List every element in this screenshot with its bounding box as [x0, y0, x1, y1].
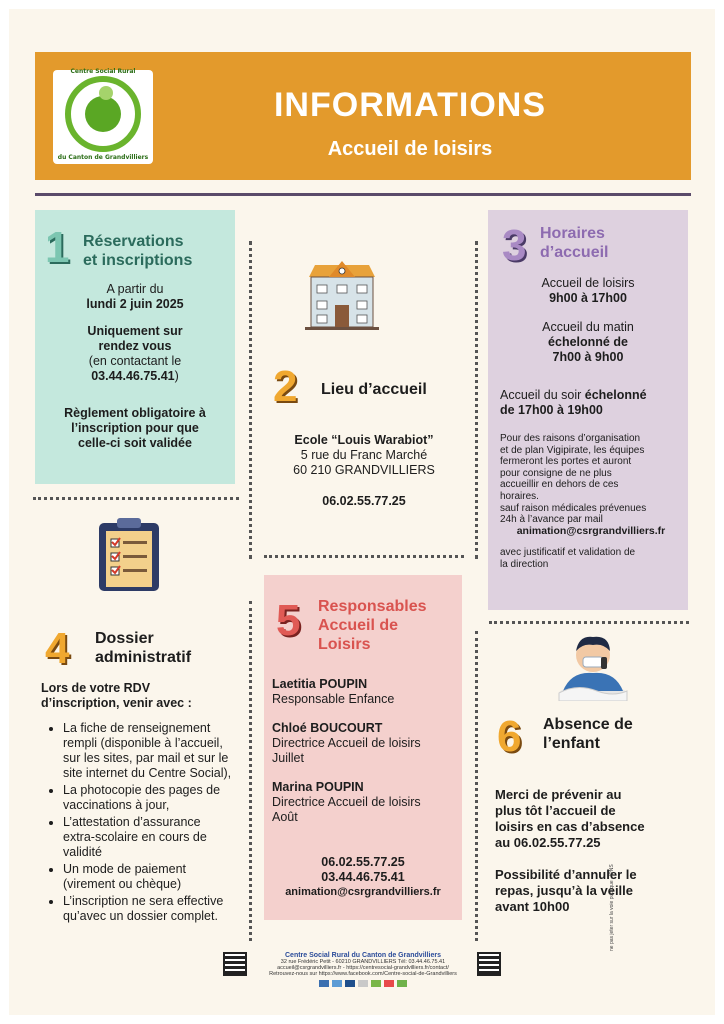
section-title-reservations-line1: Réservations — [83, 233, 184, 250]
hours-note-line3: fermeront les portes et auront — [500, 456, 632, 468]
section-title-reservations-line2: et inscriptions — [83, 252, 193, 269]
hours-note-line4: pour consigne de ne plus — [500, 467, 612, 479]
divider-horizontal-middle — [264, 555, 464, 558]
logo-text-bottom: du Canton de Grandvilliers — [57, 154, 149, 161]
section-number-5: 5 — [276, 596, 301, 645]
header-divider — [35, 193, 691, 196]
page-subtitle: Accueil de loisirs — [327, 138, 493, 160]
absence-message-line3: loisirs en cas d’absence — [495, 819, 645, 834]
absence-meal-line3: avant 10h00 — [495, 899, 570, 914]
qr-code-right-icon[interactable] — [477, 952, 501, 976]
hours-note-line8: 24h à l’avance par mail — [500, 514, 603, 526]
hours-leisure-label: Accueil de loisirs — [541, 276, 635, 290]
hours-evening-staggered: échelonné — [584, 388, 647, 402]
section-title-managers-line3: Loisirs — [318, 636, 371, 653]
hours-evening-time: de 17h00 à 19h00 — [500, 403, 603, 417]
reservation-date: lundi 2 juin 2025 — [86, 297, 184, 311]
section-title-managers-line1: Responsables — [318, 598, 427, 615]
section-number-1: 1 — [45, 223, 70, 272]
poster — [9, 9, 715, 1015]
logo-emblem-icon — [65, 76, 141, 152]
divider-horizontal-right — [489, 621, 689, 624]
managers-phone-2: 03.44.46.75.41 — [321, 870, 405, 884]
logo-text-top: Centre Social Rural — [70, 68, 136, 75]
manager-2-name: Chloé BOUCOURT — [272, 721, 383, 735]
managers-email: animation@csrgrandvilliers.fr — [285, 886, 441, 898]
payment-rule-line2: l’inscription pour que — [71, 421, 199, 435]
qr-code-left-icon[interactable] — [223, 952, 247, 976]
section-number-3: 3 — [502, 221, 527, 270]
logo — [53, 70, 153, 164]
partner-logo-icon — [345, 980, 355, 987]
footer-title: Centre Social Rural du Canton de Grandvilliers — [285, 952, 441, 959]
partner-logo-icon — [371, 980, 381, 987]
list-item: • Un mode de paiement (virement ou chèque) — [63, 862, 233, 892]
section-number-6: 6 — [497, 712, 522, 761]
page-title: INFORMATIONS — [273, 86, 546, 124]
partner-logo-icon — [332, 980, 342, 987]
absence-message-line4: au 06.02.55.77.25 — [495, 835, 601, 850]
appointment-only-line2: rendez vous — [98, 339, 172, 353]
manager-2-period: Juillet — [272, 751, 304, 765]
section-title-absence-line2: l’enfant — [543, 735, 600, 752]
hours-evening-label: Accueil du soir — [500, 388, 585, 402]
section-hours — [488, 210, 688, 610]
footer-facebook[interactable]: Retrouvez-nous sur https://www.facebook.com/Centre-social-de-Grandvilliers — [269, 971, 457, 977]
footer-address: 32 rue Frédéric Petit - 60210 GRANDVILLIERS Tél: 03.44.46.75.41 — [280, 959, 446, 965]
hours-morning-time: 7h00 à 9h00 — [552, 350, 624, 364]
list-item: • La fiche de renseignement rempli (disponible à l’accueil, sur les sites, par mail et sur le site internet du Centre Social), — [63, 721, 233, 781]
header-banner — [35, 52, 691, 180]
section-title-managers-line2: Accueil de — [318, 617, 399, 634]
hours-note-line10: la direction — [500, 558, 549, 570]
partner-logo-icon — [384, 980, 394, 987]
hours-morning-label: Accueil du matin — [542, 320, 634, 334]
list-item: • L’attestation d’assurance extra-scolaire en cours de validité — [63, 815, 233, 860]
appointment-only-line1: Uniquement sur — [87, 324, 183, 338]
payment-rule-line3: celle-ci soit validée — [78, 436, 192, 450]
partner-logo-icon — [397, 980, 407, 987]
list-item: • L’inscription ne sera effective qu’avec un dossier complet. — [63, 894, 233, 924]
manager-1-role: Responsable Enfance — [272, 692, 395, 706]
partner-logo-icon — [358, 980, 368, 987]
section-title-hours-line2: d’accueil — [540, 244, 609, 261]
absence-meal-line1: Possibilité d’annuler le — [495, 867, 637, 882]
school-building-icon — [301, 257, 383, 331]
sick-child-icon — [557, 631, 629, 701]
section-number-4: 4 — [45, 624, 70, 673]
section-managers — [264, 575, 462, 920]
section-title-absence-line1: Absence de — [543, 716, 633, 733]
hours-note-line9: avec justificatif et validation de — [500, 547, 636, 559]
file-intro-line2: d’inscription, venir avec : — [41, 696, 192, 710]
manager-1-name: Laetitia POUPIN — [272, 677, 368, 691]
clipboard-checklist-icon — [97, 517, 161, 593]
manager-2-role: Directrice Accueil de loisirs — [272, 736, 421, 750]
divider-vertical-right-lower — [475, 631, 478, 941]
section-title-hours-line1: Horaires — [540, 225, 605, 242]
file-intro-line1: Lors de votre RDV — [41, 681, 151, 695]
managers-phone-1: 06.02.55.77.25 — [321, 855, 405, 869]
divider-horizontal-left — [33, 497, 239, 500]
contact-paren: ) — [174, 369, 179, 383]
hours-note-line5: accueillir en dehors de ces — [500, 479, 619, 491]
section-title-file-line2: administratif — [95, 649, 192, 666]
section-title-file-line1: Dossier — [95, 630, 154, 647]
school-name: Ecole “Louis Warabiot” — [294, 433, 434, 447]
absence-message-line2: plus tôt l’accueil de — [495, 803, 616, 818]
absence-meal-line2: repas, jusqu’à la veille — [495, 883, 634, 898]
school-street: 5 rue du Franc Marché — [300, 448, 428, 462]
hours-note-email: animation@csrgrandvilliers.fr — [516, 524, 666, 537]
payment-rule-line1: Règlement obligatoire à — [64, 406, 206, 420]
hours-note-line7: sauf raison médicales prévenues — [500, 502, 647, 514]
list-item: • La photocopie des pages de vaccinations à jour, — [63, 783, 233, 813]
section-title-location: Lieu d’accueil — [321, 381, 427, 398]
required-documents-list — [63, 721, 233, 926]
hours-note-line6: horaires. — [500, 490, 539, 502]
contact-phone: 03.44.46.75.41 — [91, 369, 175, 383]
manager-3-name: Marina POUPIN — [272, 780, 364, 794]
hours-note-line2: et de plan Vigipirate, les équipes — [500, 444, 645, 456]
school-city: 60 210 GRANDVILLIERS — [293, 463, 435, 477]
reservation-from-label: A partir du — [106, 282, 164, 296]
hours-morning-staggered: échelonné de — [548, 335, 628, 349]
divider-vertical-right — [475, 241, 478, 559]
absence-message-line1: Merci de prévenir au — [495, 787, 622, 802]
section-reservations — [35, 210, 235, 484]
contact-line: (en contactant le — [88, 354, 182, 368]
divider-vertical-left — [249, 241, 252, 559]
section-number-2: 2 — [273, 362, 298, 411]
hours-leisure-time: 9h00 à 17h00 — [549, 291, 627, 305]
footer-web[interactable]: accueil@csrgrandvilliers.fr - https://centresocial-grandvilliers.fr/contact/ — [277, 965, 449, 971]
manager-3-period: Août — [272, 810, 298, 824]
partner-logo-icon — [319, 980, 329, 987]
side-note: ne pas jeter sur la voie publique - IPNS — [609, 864, 615, 951]
partner-logos — [255, 980, 471, 987]
divider-vertical-left-lower — [249, 601, 252, 941]
hours-note-line1: Pour des raisons d’organisation — [500, 433, 641, 444]
manager-3-role: Directrice Accueil de loisirs — [272, 795, 421, 809]
location-phone: 06.02.55.77.25 — [322, 494, 406, 508]
